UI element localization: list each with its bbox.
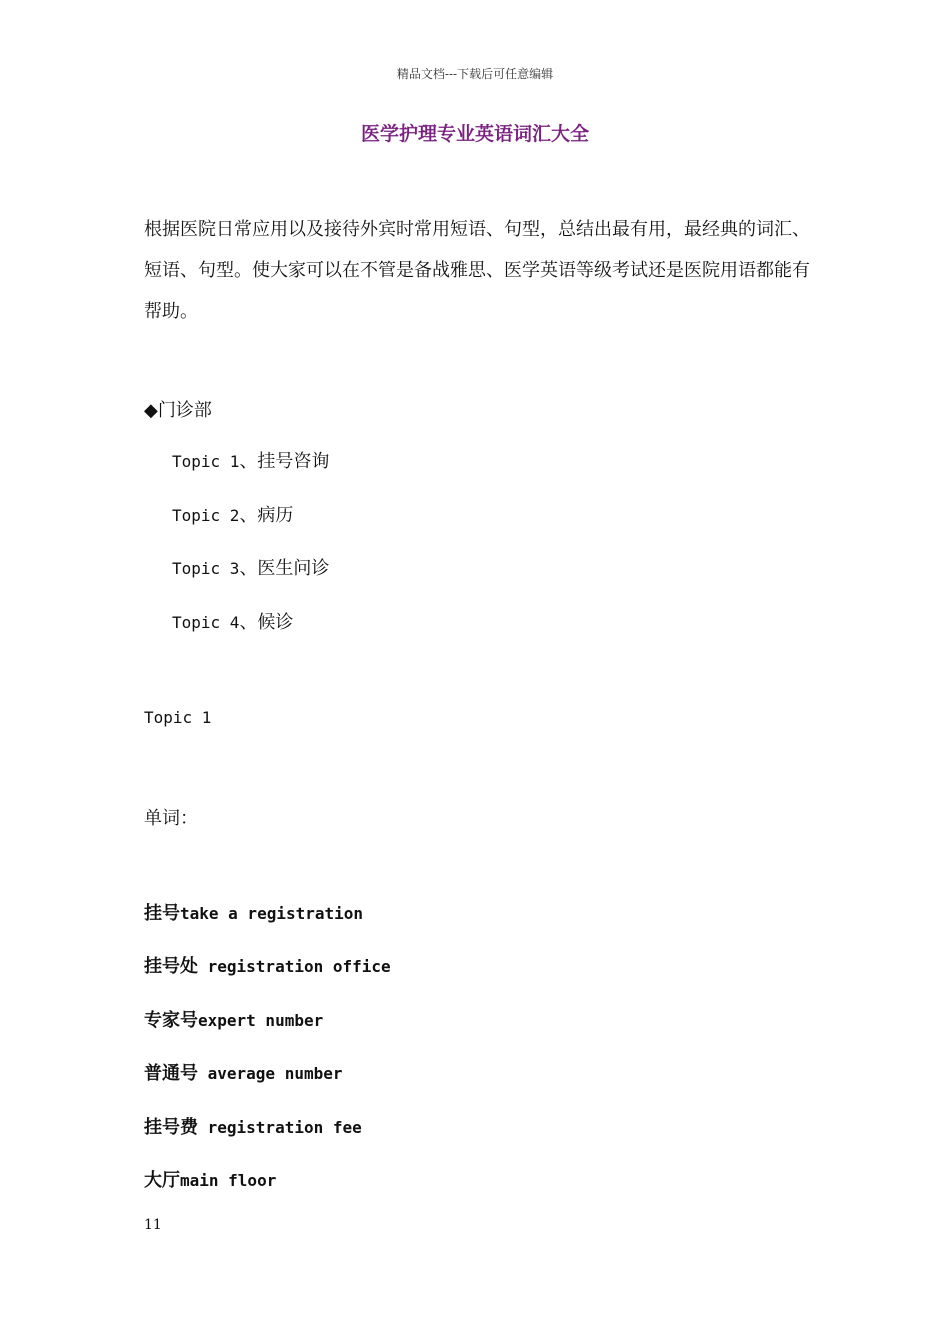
vocab-list <box>144 901 391 1221</box>
topic-label: Topic 2 <box>172 505 240 525</box>
vocab-english: expert number <box>198 1010 324 1030</box>
vocab-term: 专家号 <box>144 1009 198 1031</box>
topic-label: Topic 1 <box>172 452 240 471</box>
vocab-english: registration office <box>198 957 391 977</box>
topic-name: 、候诊 <box>239 611 294 633</box>
topic-name: 、病历 <box>239 504 294 526</box>
topic-list-item <box>172 450 329 504</box>
topic-label: Topic 3 <box>172 559 240 578</box>
topic-list-item <box>172 611 329 665</box>
vocab-item <box>144 1008 391 1061</box>
vocab-term: 挂号费 <box>144 1116 198 1138</box>
topic-label: Topic 4 <box>172 612 240 632</box>
topic-list <box>172 450 329 664</box>
vocab-english: main floor <box>180 1170 277 1190</box>
vocab-english: average number <box>198 1064 343 1084</box>
vocab-term: 大厅 <box>144 1169 180 1191</box>
topic-heading: Topic 1 <box>144 708 212 727</box>
vocab-heading: 单词： <box>144 808 198 829</box>
vocab-item <box>144 1115 391 1168</box>
vocab-term: 普通号 <box>144 1063 198 1085</box>
vocab-english: registration fee <box>198 1117 362 1137</box>
vocab-item <box>144 1061 391 1114</box>
intro-paragraph: 根据医院日常应用以及接待外宾时常用短语、句型，总结出最有用，最经典的词汇、短语、句型。使大家可以在不管是备战雅思、医学英语等级考试还是医院用语都能有帮助。 <box>144 219 810 322</box>
vocab-item <box>144 901 391 954</box>
topic-name: 、医生问诊 <box>239 558 330 579</box>
header-note: 精品文档---下载后可任意编辑 <box>396 67 554 81</box>
page-number: 11 <box>144 1217 162 1233</box>
vocab-english: take a registration <box>180 904 364 923</box>
vocab-term: 挂号 <box>144 903 180 924</box>
topic-list-item <box>172 557 329 611</box>
document-title: 医学护理专业英语词汇大全 <box>360 123 589 145</box>
vocab-item <box>144 1168 391 1221</box>
vocab-item <box>144 954 391 1007</box>
topic-name: 、挂号咨询 <box>239 451 330 472</box>
topic-list-item <box>172 504 329 558</box>
vocab-term: 挂号处 <box>144 956 198 978</box>
section-heading-outpatient: ◆门诊部 <box>144 400 212 421</box>
